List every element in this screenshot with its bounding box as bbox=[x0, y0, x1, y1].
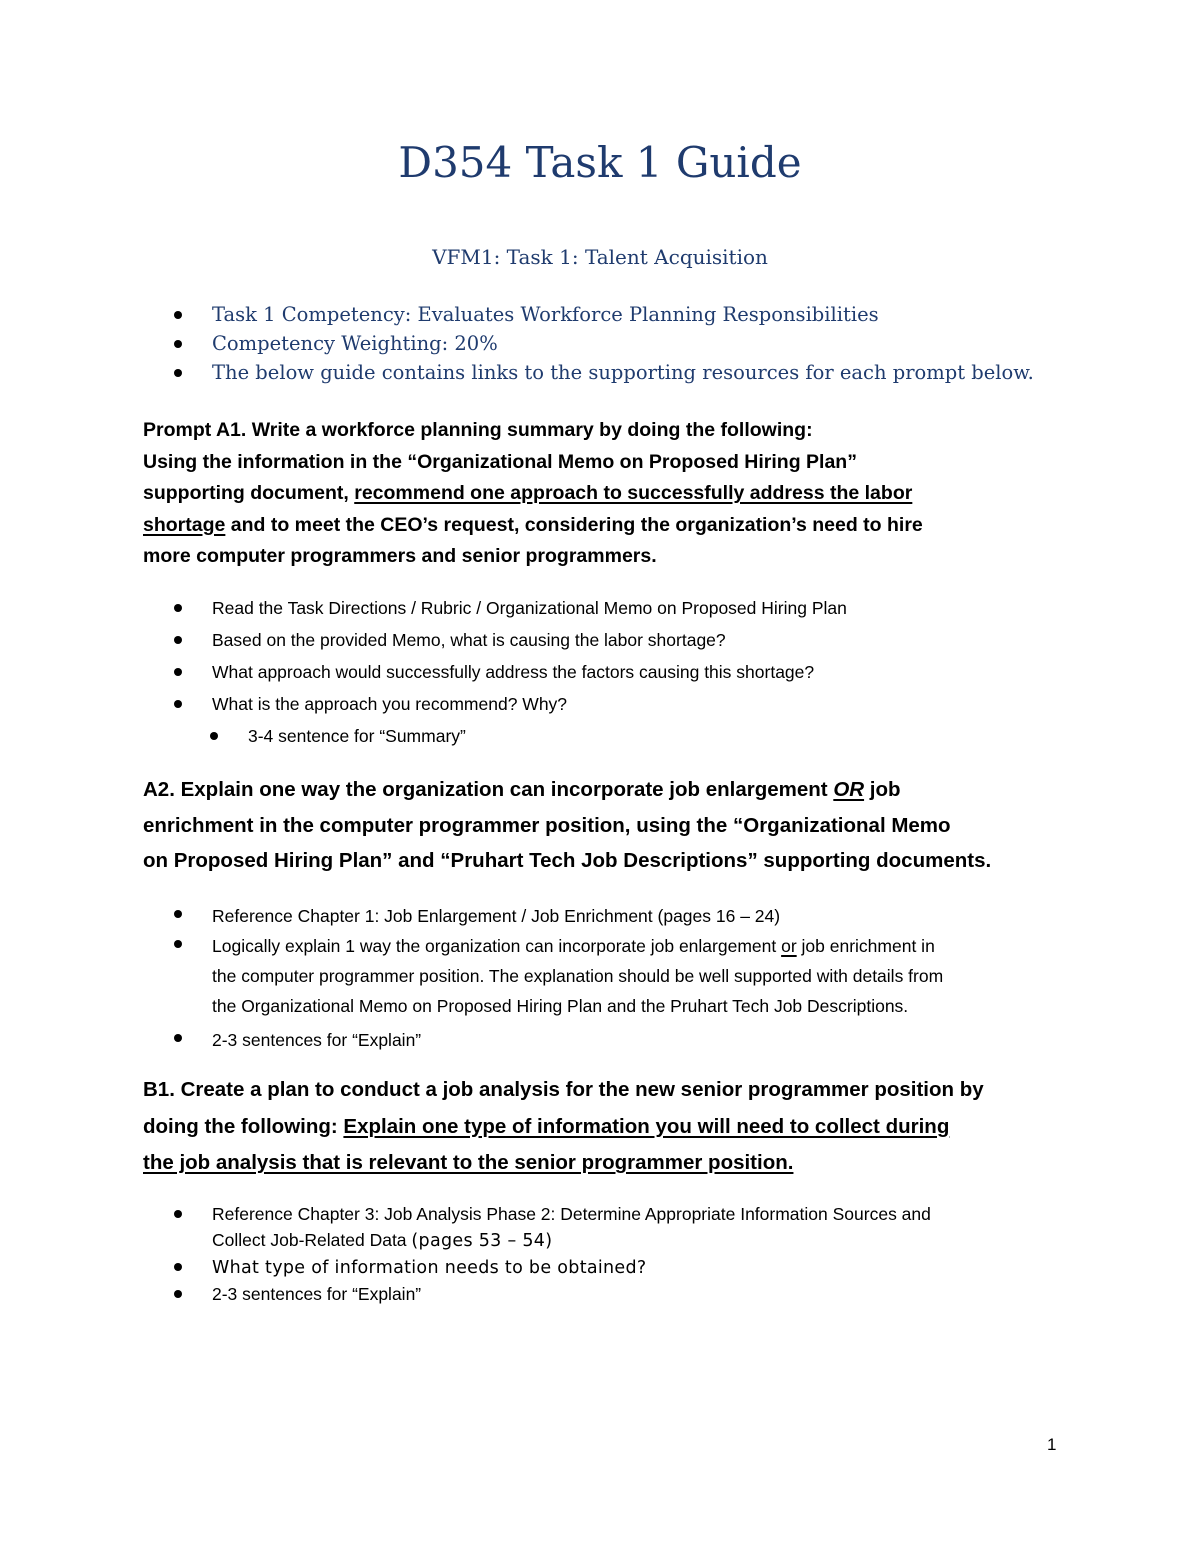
bullet-icon bbox=[174, 910, 182, 918]
prompt-a2-bullets bbox=[174, 901, 943, 1055]
list-item: Logically explain 1 way the organization can incorporate job enlargement or job enrichment in the computer programmer position. The explanation should be well supported with details from the Organizational Memo on Proposed Hiring Plan and the Pruhart Tech Job Descriptions. bbox=[174, 931, 943, 1021]
list-item: 2-3 sentences for “Explain” bbox=[174, 1025, 943, 1055]
list-item: Reference Chapter 1: Job Enlargement / Job Enrichment (pages 16 – 24) bbox=[174, 901, 943, 931]
list-item: Based on the provided Memo, what is causing the labor shortage? bbox=[174, 627, 847, 659]
bullet-icon bbox=[174, 636, 182, 644]
bullet-icon bbox=[210, 732, 218, 740]
prompt-a1-heading: Prompt A1. Write a workforce planning summary by doing the following: Using the information in the “Organizational Memo on Proposed Hiring Plan” supporting document, recommend one approach to successfully address the labor shortage and to meet the CEO’s request, considering the organization’s need to hire more computer programmers and senior programmers. bbox=[143, 419, 923, 567]
bullet-icon bbox=[174, 311, 182, 319]
list-item: What type of information needs to be obtained? bbox=[174, 1254, 931, 1281]
list-item: Read the Task Directions / Rubric / Organizational Memo on Proposed Hiring Plan bbox=[174, 595, 847, 627]
list-item: What is the approach you recommend? Why? bbox=[174, 691, 847, 723]
bullet-icon bbox=[174, 604, 182, 612]
prompt-a2-heading: A2. Explain one way the organization can incorporate job enlargement OR job enrichment in the computer programmer position, using the “Organizational Memo on Proposed Hiring Plan” and “Pruhart Tech Job Descriptions” supporting documents. bbox=[143, 778, 992, 872]
bullet-icon bbox=[174, 1290, 182, 1298]
bullet-icon bbox=[174, 1210, 182, 1218]
bullet-icon bbox=[174, 1263, 182, 1271]
overview-list bbox=[174, 300, 1034, 387]
list-item: Reference Chapter 3: Job Analysis Phase 2: Determine Appropriate Information Sources and Collect Job-Related Data (pages 53 – 54) bbox=[174, 1201, 931, 1254]
list-item: What approach would successfully address the factors causing this shortage? bbox=[174, 659, 847, 691]
list-item: 2-3 sentences for “Explain” bbox=[174, 1281, 931, 1307]
bullet-icon bbox=[174, 340, 182, 348]
list-sub-item: 3-4 sentence for “Summary” bbox=[174, 723, 847, 755]
bullet-icon bbox=[174, 1034, 182, 1042]
list-item: The below guide contains links to the supporting resources for each prompt below. bbox=[174, 358, 1034, 387]
prompt-a1-bullets bbox=[174, 595, 847, 755]
document-title: D354 Task 1 Guide bbox=[398, 138, 802, 187]
prompt-b1-bullets bbox=[174, 1201, 931, 1307]
list-item: Competency Weighting: 20% bbox=[174, 329, 1034, 358]
bullet-icon bbox=[174, 668, 182, 676]
bullet-icon bbox=[174, 940, 182, 948]
list-item: Task 1 Competency: Evaluates Workforce Planning Responsibilities bbox=[174, 300, 1034, 329]
bullet-icon bbox=[174, 369, 182, 377]
bullet-icon bbox=[174, 700, 182, 708]
page-number: 1 bbox=[1047, 1435, 1057, 1454]
prompt-b1-heading: B1. Create a plan to conduct a job analysis for the new senior programmer position by doing the following: Explain one type of information you will need to collect during the job analysis that is relevant to the senior programmer position. bbox=[143, 1078, 984, 1174]
document-subtitle: VFM1: Task 1: Talent Acquisition bbox=[432, 245, 768, 269]
